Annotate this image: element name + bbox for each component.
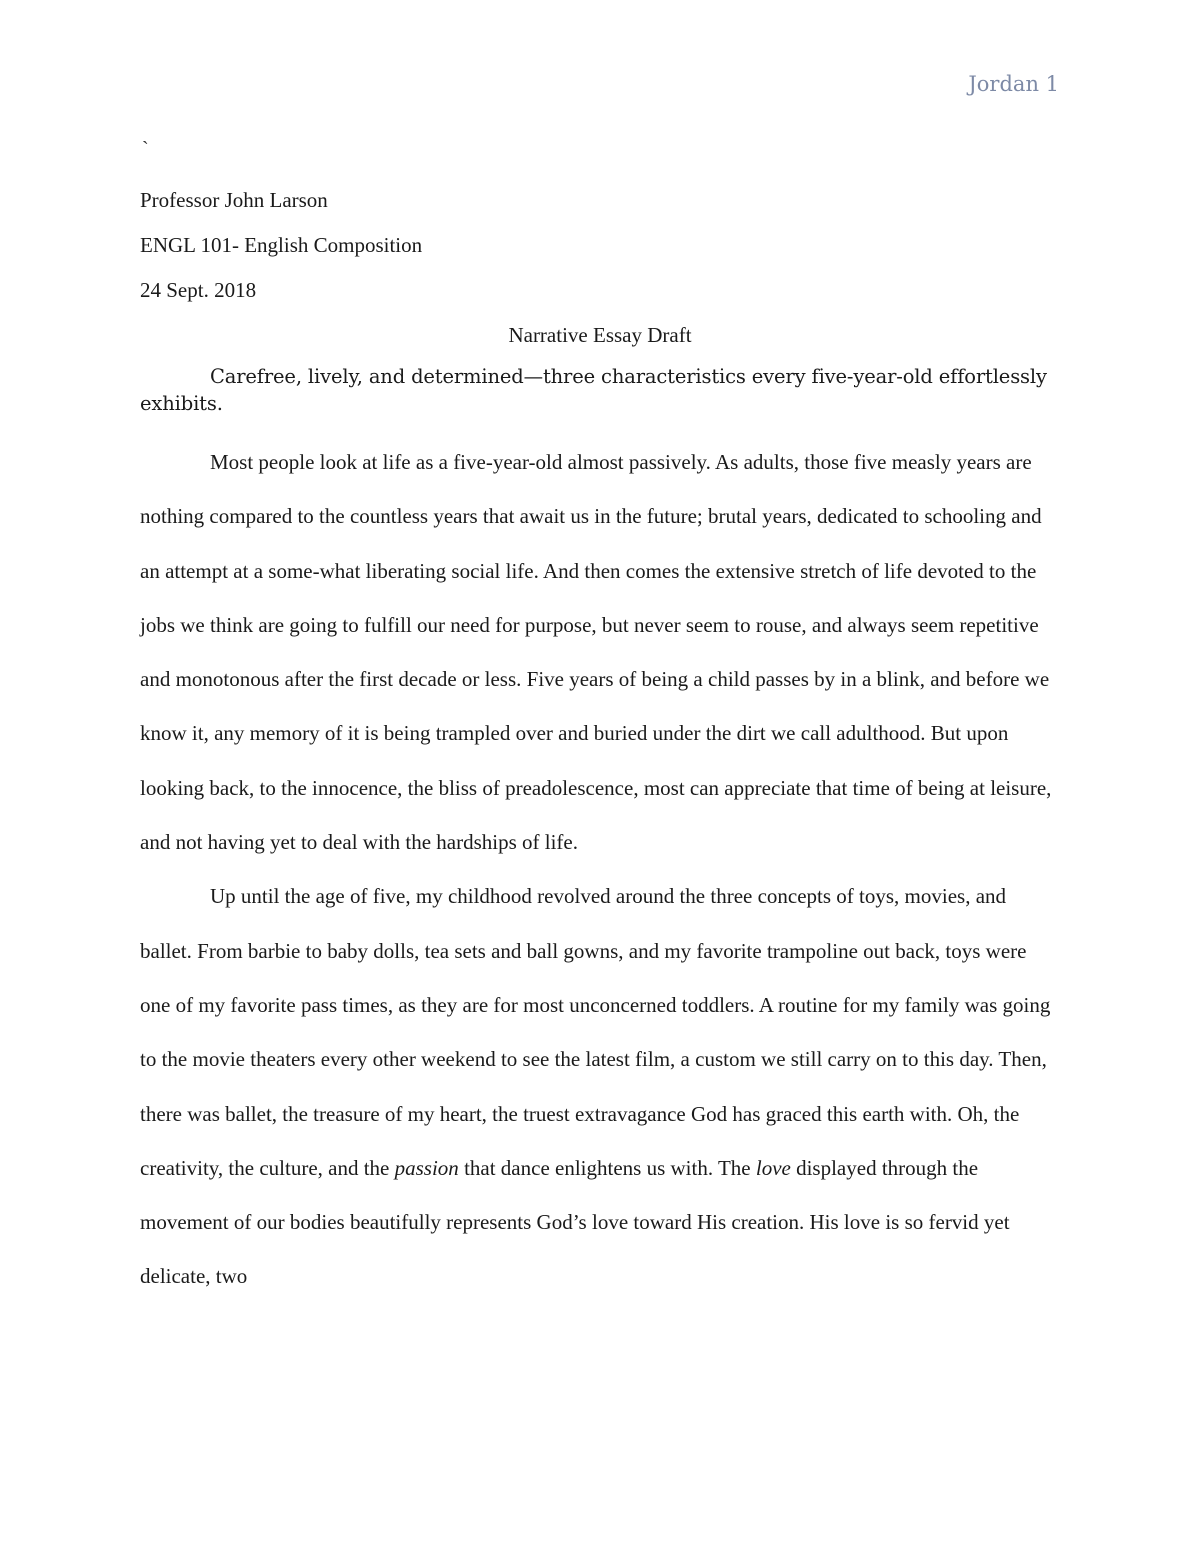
- paragraph-2: [140, 869, 1060, 1303]
- date-line: 24 Sept. 2018: [140, 278, 257, 302]
- running-head: Jordan 1: [968, 72, 1059, 96]
- paragraph-2-part-2: that dance enlightens us with. The: [458, 1155, 756, 1180]
- essay-body: [140, 183, 1060, 1304]
- paragraph-2-part-3: displayed through the movement of our bodies beautifully represents God’s love toward His creation. His love is so fervid yet delicate, two: [140, 1155, 1010, 1289]
- paragraph-1: Most people look at life as a five-year-old almost passively. As adults, those five measly years are nothing compared to the countless years that await us in the future; brutal years, dedicated to schooling and an attempt at a some-what liberating social life. And then comes the extensive stretch of life devoted to the jobs we think are going to fulfill our need for purpose, but never seem to rouse, and always seem repetitive and monotonous after the first decade or less. Five years of being a child passes by in a blink, and before we know it, any memory of it is being trampled over and buried under the dirt we call adulthood. But upon looking back, to the innocence, the bliss of preadolescence, most can appreciate that time of being at leisure, and not having yet to deal with the hardships of life.: [140, 450, 1052, 855]
- italic-passion: passion: [394, 1155, 459, 1180]
- italic-love: love: [755, 1155, 791, 1180]
- paragraph-2-part-1: Up until the age of five, my childhood revolved around the three concepts of toys, movies, and ballet. From barbie to baby dolls, tea sets and ball gowns, and my favorite trampoline out back, toys were one of my favorite pass times, as they are for most unconcerned toddlers. A routine for my family was going to the movie theaters every other weekend to see the latest film, a custom we still carry on to this day. Then, there was ballet, the treasure of my heart, the truest extravagance God has graced this earth with. Oh, the creativity, the culture, and the: [140, 884, 1051, 1180]
- stray-mark: `: [142, 138, 149, 160]
- intro-paragraph: Carefree, lively, and determined—three characteristics every five-year-old effortlessly exhibits.: [140, 365, 1047, 415]
- professor-line: Professor John Larson: [140, 188, 328, 212]
- course-line: ENGL 101- English Composition: [140, 233, 423, 257]
- essay-title: Narrative Essay Draft: [508, 323, 692, 347]
